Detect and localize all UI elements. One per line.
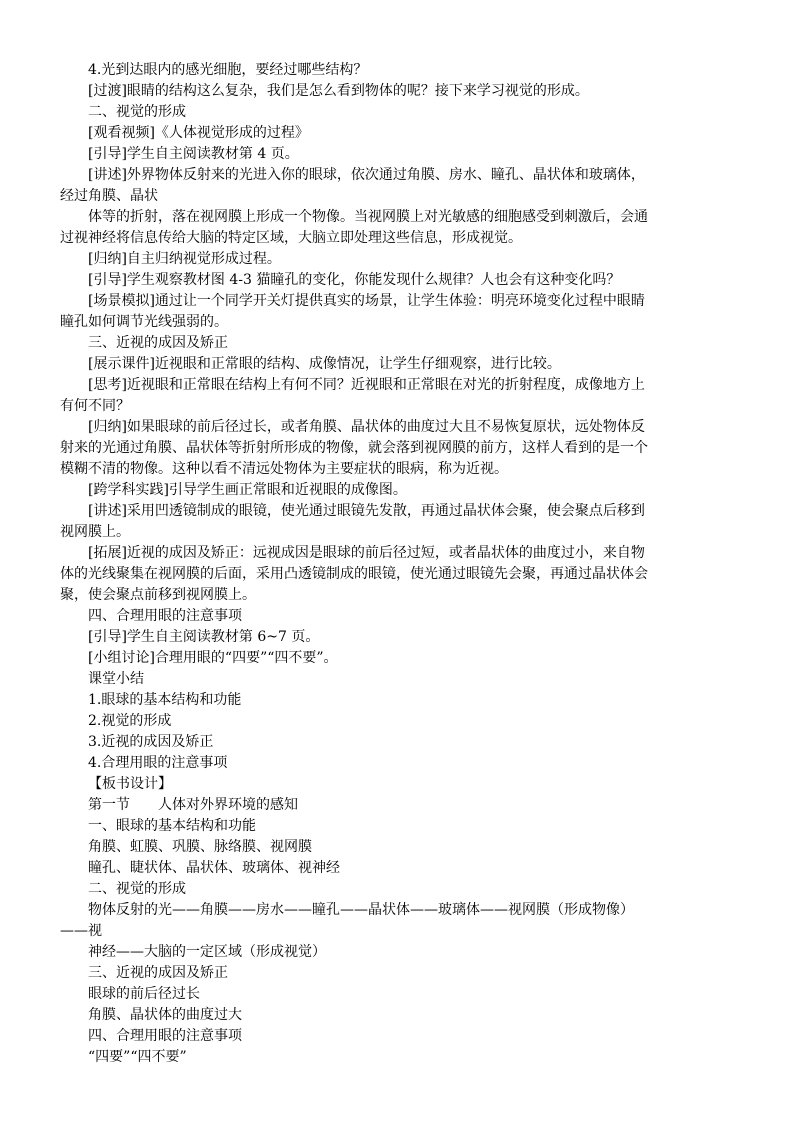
question-4: 4.光到达眼内的感光细胞，要经过哪些结构？ [88, 62, 368, 78]
expand-line-b: 体的光线聚集在视网膜的后面，采用凸透镜制成的眼镜，使光通过眼镜先会聚，再通过晶状体会 [60, 566, 648, 582]
think-line-b: 有何不同？ [60, 398, 130, 414]
scene-line-b: 瞳孔如何调节光线强弱的。 [60, 314, 228, 330]
guide-line-3: [引导]学生自主阅读教材第 6~7 页。 [88, 629, 320, 645]
show-line: [展示课件]近视眼和正常眼的结构、成像情况，让学生仔细观察，进行比较。 [88, 356, 561, 372]
board-section-3-line-a: 眼球的前后径过长 [88, 986, 200, 1002]
summary-2-line-b: 射来的光通过角膜、晶状体等折射所形成的物像，就会落到视网膜的前方，这样人看到的是一个 [60, 440, 648, 456]
expand-line-a: [拓展]近视的成因及矫正：远视成因是眼球的前后径过短，或者晶状体的曲度过小，来自物 [88, 545, 645, 561]
lecture-2-line-a: [讲述]采用凹透镜制成的眼镜，使光通过眼镜先发散，再通过晶状体会聚，使会聚点后移到 [88, 503, 645, 519]
board-section-1-line-a: 角膜、虹膜、巩膜、脉络膜、视网膜 [88, 839, 312, 855]
board-title: 第一节 人体对外界环境的感知 [88, 797, 298, 813]
section-2-heading: 二、视觉的形成 [88, 104, 186, 120]
summary-line-1: [归纳]自主归纳视觉形成过程。 [88, 251, 281, 267]
board-section-3: 三、近视的成因及矫正 [88, 965, 228, 981]
cross-discipline-line: [跨学科实践]引导学生画正常眼和近视眼的成像图。 [88, 482, 407, 498]
board-section-2-line-a: 物体反射的光——角膜——房水——瞳孔——晶状体——玻璃体——视网膜（形成物像） [88, 902, 634, 918]
board-section-4-line-a: “四要”“四不要” [88, 1049, 187, 1065]
summary-item-1: 1.眼球的基本结构和功能 [88, 692, 242, 708]
lecture-1-line-a: [讲述]外界物体反射来的光进入你的眼球，依次通过角膜、房水、瞳孔、晶状体和玻璃体， [88, 167, 645, 183]
transition-paragraph: [过渡]眼睛的结构这么复杂，我们是怎么看到物体的呢？接下来学习视觉的形成。 [88, 83, 589, 99]
expand-line-c: 聚，使会聚点前移到视网膜上。 [60, 587, 256, 603]
class-summary-heading: 课堂小结 [88, 671, 144, 687]
lecture-1-line-c: 体等的折射，落在视网膜上形成一个物像。当视网膜上对光敏感的细胞感受到刺激后，会通 [88, 209, 648, 225]
video-line: [观看视频]《人体视觉形成的过程》 [88, 125, 309, 141]
summary-2-line-c: 模糊不清的物像。这种以看不清远处物体为主要症状的眼病，称为近视。 [60, 461, 508, 477]
lecture-1-line-d: 过视神经将信息传给大脑的特定区域，大脑立即处理这些信息，形成视觉。 [60, 230, 522, 246]
summary-item-2: 2.视觉的形成 [88, 713, 172, 729]
summary-item-3: 3.近视的成因及矫正 [88, 734, 214, 750]
board-section-1-line-b: 瞳孔、睫状体、晶状体、玻璃体、视神经 [88, 860, 340, 876]
scene-line-a: [场景模拟]通过让一个同学开关灯提供真实的场景，让学生体验：明亮环境变化过程中眼睛 [88, 293, 645, 309]
summary-item-4: 4.合理用眼的注意事项 [88, 755, 228, 771]
think-line-a: [思考]近视眼和正常眼在结构上有何不同？近视眼和正常眼在对光的折射程度，成像地方上 [88, 377, 645, 393]
summary-2-line-a: [归纳]如果眼球的前后径过长，或者角膜、晶状体的曲度过大且不易恢复原状，远处物体反 [88, 419, 645, 435]
board-section-2: 二、视觉的形成 [88, 881, 186, 897]
board-design-heading: 【板书设计】 [88, 776, 172, 792]
document-body [60, 60, 710, 1068]
guide-line-2: [引导]学生观察教材图 4-3 猫瞳孔的变化，你能发现什么规律？人也会有这种变化吗？ [88, 272, 621, 288]
group-discussion-line: [小组讨论]合理用眼的“四要”“四不要”。 [88, 650, 338, 666]
guide-line-1: [引导]学生自主阅读教材第 4 页。 [88, 146, 299, 162]
lecture-1-line-b: 经过角膜、晶状 [60, 188, 158, 204]
section-4-heading: 四、合理用眼的注意事项 [88, 608, 242, 624]
board-section-4: 四、合理用眼的注意事项 [88, 1028, 242, 1044]
board-section-2-line-c: 神经——大脑的一定区域（形成视觉） [88, 944, 326, 960]
board-section-2-line-b: ——视 [60, 923, 102, 939]
section-3-heading: 三、近视的成因及矫正 [88, 335, 228, 351]
board-section-1: 一、眼球的基本结构和功能 [88, 818, 256, 834]
lecture-2-line-b: 视网膜上。 [60, 524, 130, 540]
board-section-3-line-b: 角膜、晶状体的曲度过大 [88, 1007, 242, 1023]
